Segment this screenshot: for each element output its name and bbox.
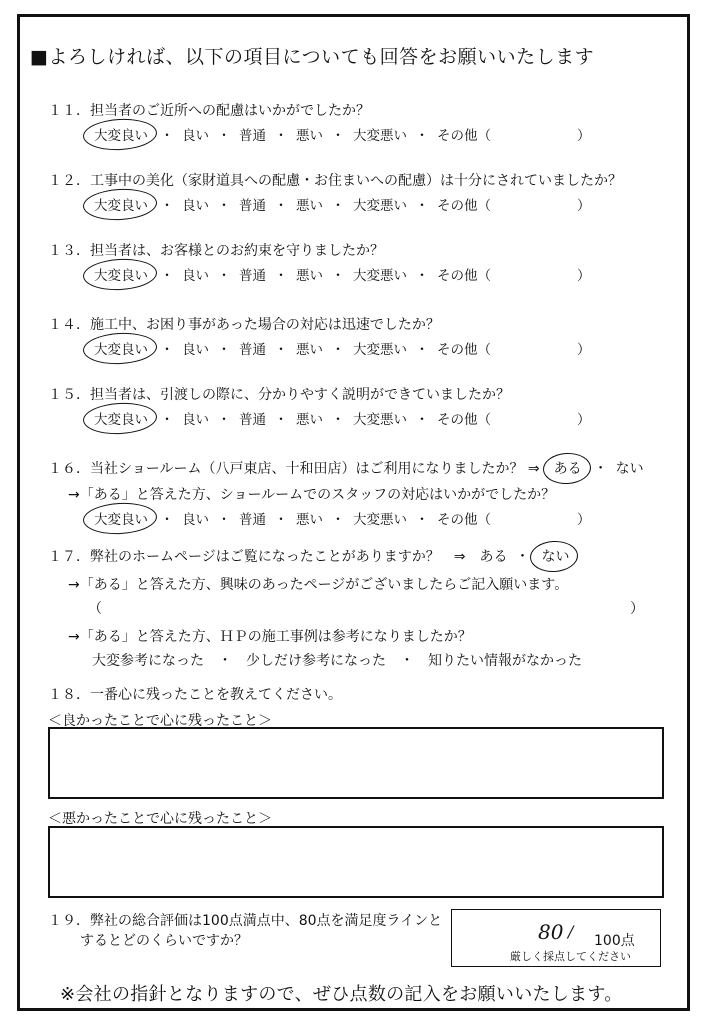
q16-yes-selected[interactable]: ある xyxy=(550,458,586,478)
option-very-bad[interactable]: 大変悪い xyxy=(353,342,407,358)
option-bad[interactable]: 悪い xyxy=(296,198,323,214)
footer-note: ※会社の指針となりますので、ぜひ点数の記入をお願いいたします。 xyxy=(60,984,623,1005)
question-17-sub2: →「ある」と答えた方、ＨＰの施工事例は参考になりましたか？ xyxy=(68,629,472,645)
option-very-good-selected[interactable]: 大変良い xyxy=(90,408,152,428)
option-normal[interactable]: 普通 xyxy=(239,342,266,358)
option-bad[interactable]: 悪い xyxy=(296,512,323,528)
question-17-text: １７．弊社のホームページはご覧になったことがありますか？ ⇒ ある xyxy=(48,549,508,565)
option-other[interactable]: その他（ xyxy=(437,342,491,358)
question-13: １３．担当者は、お客様とのお約束を守りましたか？ xyxy=(48,243,384,259)
bad-memory-label: ＜悪かったことで心に残ったこと＞ xyxy=(48,811,272,827)
option-good[interactable]: 良い xyxy=(182,268,209,284)
option-good[interactable]: 良い xyxy=(182,512,209,528)
question-19-line2: するとどのくらいですか？ xyxy=(80,933,248,949)
option-normal[interactable]: 普通 xyxy=(239,412,266,428)
question-16-sub: →「ある」と答えた方、ショールームでのスタッフの対応はいかがでしたか？ xyxy=(68,487,556,503)
option-very-good-selected[interactable]: 大変良い xyxy=(90,338,152,358)
option-bad[interactable]: 悪い xyxy=(296,268,323,284)
option-good[interactable]: 良い xyxy=(182,412,209,428)
question-15: １５．担当者は、引渡しの際に、分かりやすく説明ができていましたか？ xyxy=(48,387,510,403)
score-note: 厳しく採点してください xyxy=(510,950,631,963)
option-very-good-selected[interactable]: 大変良い xyxy=(90,124,152,144)
options-row-11: 大変良い ・ 良い ・ 普通 ・ 悪い ・ 大変悪い ・ その他（ ） xyxy=(90,124,591,144)
option-very-good-selected[interactable]: 大変良い xyxy=(90,508,152,528)
option-very-good-selected[interactable]: 大変良い xyxy=(90,264,152,284)
option-other[interactable]: その他（ xyxy=(437,128,491,144)
score-slash: / xyxy=(568,922,574,941)
option-other[interactable]: その他（ xyxy=(437,512,491,528)
question-14: １４．施工中、お困り事があった場合の対応は迅速でしたか？ xyxy=(48,317,440,333)
option-very-bad[interactable]: 大変悪い xyxy=(353,128,407,144)
option-bad[interactable]: 悪い xyxy=(296,128,323,144)
score-max: 100点 xyxy=(594,933,635,949)
question-17-sub1: →「ある」と答えた方、興味のあったページがございましたらご記入願います。 xyxy=(68,577,569,593)
options-row-16: 大変良い ・ 良い ・ 普通 ・ 悪い ・ 大変悪い ・ その他（ ） xyxy=(90,508,591,528)
option-good[interactable]: 良い xyxy=(182,342,209,358)
q17-no-selected[interactable]: ない xyxy=(537,546,573,566)
question-17: １７．弊社のホームページはご覧になったことがありますか？ ⇒ ある ・ ない xyxy=(48,546,573,566)
question-16-text: １６．当社ショールーム（八戸東店、十和田店）はご利用になりましたか？ ⇒ xyxy=(48,461,540,477)
options-row-12: 大変良い ・ 良い ・ 普通 ・ 悪い ・ 大変悪い ・ その他（ ） xyxy=(90,194,591,214)
question-11: １１．担当者のご近所への配慮はいかがでしたか？ xyxy=(48,103,370,119)
option-normal[interactable]: 普通 xyxy=(239,128,266,144)
q16-no[interactable]: ない xyxy=(615,461,644,477)
option-bad[interactable]: 悪い xyxy=(296,412,323,428)
option-very-bad[interactable]: 大変悪い xyxy=(353,198,407,214)
good-memory-box[interactable] xyxy=(48,727,664,799)
score-box[interactable] xyxy=(451,909,661,967)
page-title: ■よろしければ、以下の項目についても回答をお願いいたします xyxy=(30,46,595,68)
options-row-13: 大変良い ・ 良い ・ 普通 ・ 悪い ・ 大変悪い ・ その他（ ） xyxy=(90,264,591,284)
option-very-bad[interactable]: 大変悪い xyxy=(353,268,407,284)
question-19-line1: １９．弊社の総合評価は100点満点中、80点を満足度ラインと xyxy=(48,913,443,929)
option-very-bad[interactable]: 大変悪い xyxy=(353,412,407,428)
options-row-15: 大変良い ・ 良い ・ 普通 ・ 悪い ・ 大変悪い ・ その他（ ） xyxy=(90,408,591,428)
q17-choices[interactable]: 大変参考になった ・ 少しだけ参考になった ・ 知りたい情報がなかった xyxy=(92,653,582,669)
options-row-14: 大変良い ・ 良い ・ 普通 ・ 悪い ・ 大変悪い ・ その他（ ） xyxy=(90,338,591,358)
question-12: １２．工事中の美化（家財道具への配慮・お住まいへの配慮）は十分にされていましたか？ xyxy=(48,173,622,189)
option-other[interactable]: その他（ xyxy=(437,412,491,428)
option-other[interactable]: その他（ xyxy=(437,268,491,284)
option-very-good-selected[interactable]: 大変良い xyxy=(90,194,152,214)
good-memory-label: ＜良かったことで心に残ったこと＞ xyxy=(48,713,272,729)
q17-paren-open: （ xyxy=(88,601,102,617)
option-very-bad[interactable]: 大変悪い xyxy=(353,512,407,528)
option-good[interactable]: 良い xyxy=(182,198,209,214)
option-good[interactable]: 良い xyxy=(182,128,209,144)
option-bad[interactable]: 悪い xyxy=(296,342,323,358)
q17-page-input[interactable] xyxy=(110,598,620,618)
score-handwritten: 80 xyxy=(538,920,564,944)
bad-memory-box[interactable] xyxy=(48,826,664,898)
option-normal[interactable]: 普通 xyxy=(239,268,266,284)
question-16: １６．当社ショールーム（八戸東店、十和田店）はご利用になりましたか？ ⇒ ある ・ ない xyxy=(48,458,644,478)
q17-paren-close: ） xyxy=(630,601,644,617)
question-18: １８．一番心に残ったことを教えてください。 xyxy=(48,687,342,703)
option-other[interactable]: その他（ xyxy=(437,198,491,214)
option-normal[interactable]: 普通 xyxy=(239,198,266,214)
option-normal[interactable]: 普通 xyxy=(239,512,266,528)
